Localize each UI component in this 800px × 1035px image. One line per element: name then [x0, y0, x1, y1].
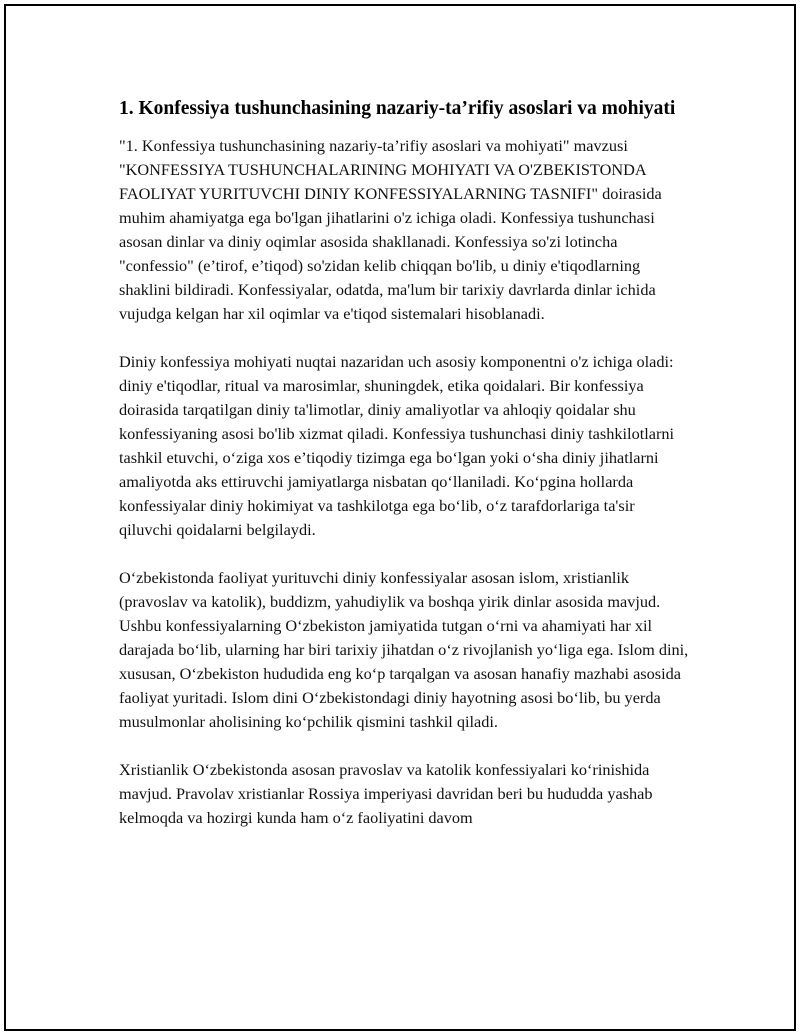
document-body	[119, 96, 691, 854]
page-frame	[4, 4, 796, 1031]
paragraph-4: Xristianlik O‘zbekistonda asosan pravoslav va katolik konfessiyalari ko‘rinishida mavjud. Pravolav xristianlar Rossiya imperiyasi davridan beri bu hududda yashab kelmoqda va hozirgi kunda ham o‘z faoliyatini davom	[119, 760, 653, 827]
section-heading: 1. Konfessiya tushunchasining nazariy-ta’rifiy asoslari va mohiyati	[119, 98, 676, 119]
paragraph-2: Diniy konfessiya mohiyati nuqtai nazaridan uch asosiy komponentni o'z ichiga oladi: diniy e'tiqodlar, ritual va marosimlar, shuningdek, etika qoidalari. Bir konfessiya doirasida tarqatilgan diniy ta'limotlar, diniy amaliyotlar va ahloqiy qoidalar shu konfessiyaning asosi bo'lib xizmat qiladi. Konfessiya tushunchasi diniy tashkilotlarni tashkil etuvchi, o‘ziga xos e’tiqodiy tizimga ega bo‘lgan yoki o‘sha diniy jihatlarni amaliyotda aks ettiruvchi jamiyatlarga nisbatan qo‘llaniladi. Ko‘pgina hollarda konfessiyalar diniy hokimiyat va tashkilotga ega bo‘lib, o‘z tarafdorlariga ta'sir qiluvchi qoidalarni belgilaydi.	[119, 352, 675, 539]
paragraph-1: "1. Konfessiya tushunchasining nazariy-ta’rifiy asoslari va mohiyati" mavzusi "KONFESSIYA TUSHUNCHALARINING MOHIYATI VA O'ZBEKISTONDA FAOLIYAT YURITUVCHI DINIY KONFESSIYALARNING TASNIFI" doirasida muhim ahamiyatga ega bo'lgan jihatlarini o'z ichiga oladi. Konfessiya tushunchasi asosan dinlar va diniy oqimlar asosida shakllanadi. Konfessiya so'zi lotincha "confessio" (e’tirof, e’tiqod) so'zidan kelib chiqqan bo'lib, u diniy e'tiqodlarning shaklini bildiradi. Konfessiyalar, odatda, ma'lum bir tarixiy davrlarda dinlar ichida vujudga kelgan har xil oqimlar va e'tiqod sistemalari hisoblanadi.	[119, 136, 662, 323]
paragraph-3: O‘zbekistonda faoliyat yurituvchi diniy konfessiyalar asosan islom, xristianlik (pravoslav va katolik), buddizm, yahudiylik va boshqa yirik dinlar asosida mavjud. Ushbu konfessiyalarning O‘zbekiston jamiyatida tutgan o‘rni va ahamiyati har xil darajada bo‘lib, ularning har biri tarixiy jihatdan o‘z rivojlanish yo‘liga ega. Islom dini, xususan, O‘zbekiston hududida eng ko‘p tarqalgan va asosan hanafiy mazhabi asosida faoliyat yuritadi. Islom dini O‘zbekistondagi diniy hayotning asosi bo‘lib, bu yerda musulmonlar aholisining ko‘pchilik qismini tashkil qiladi.	[119, 568, 689, 731]
